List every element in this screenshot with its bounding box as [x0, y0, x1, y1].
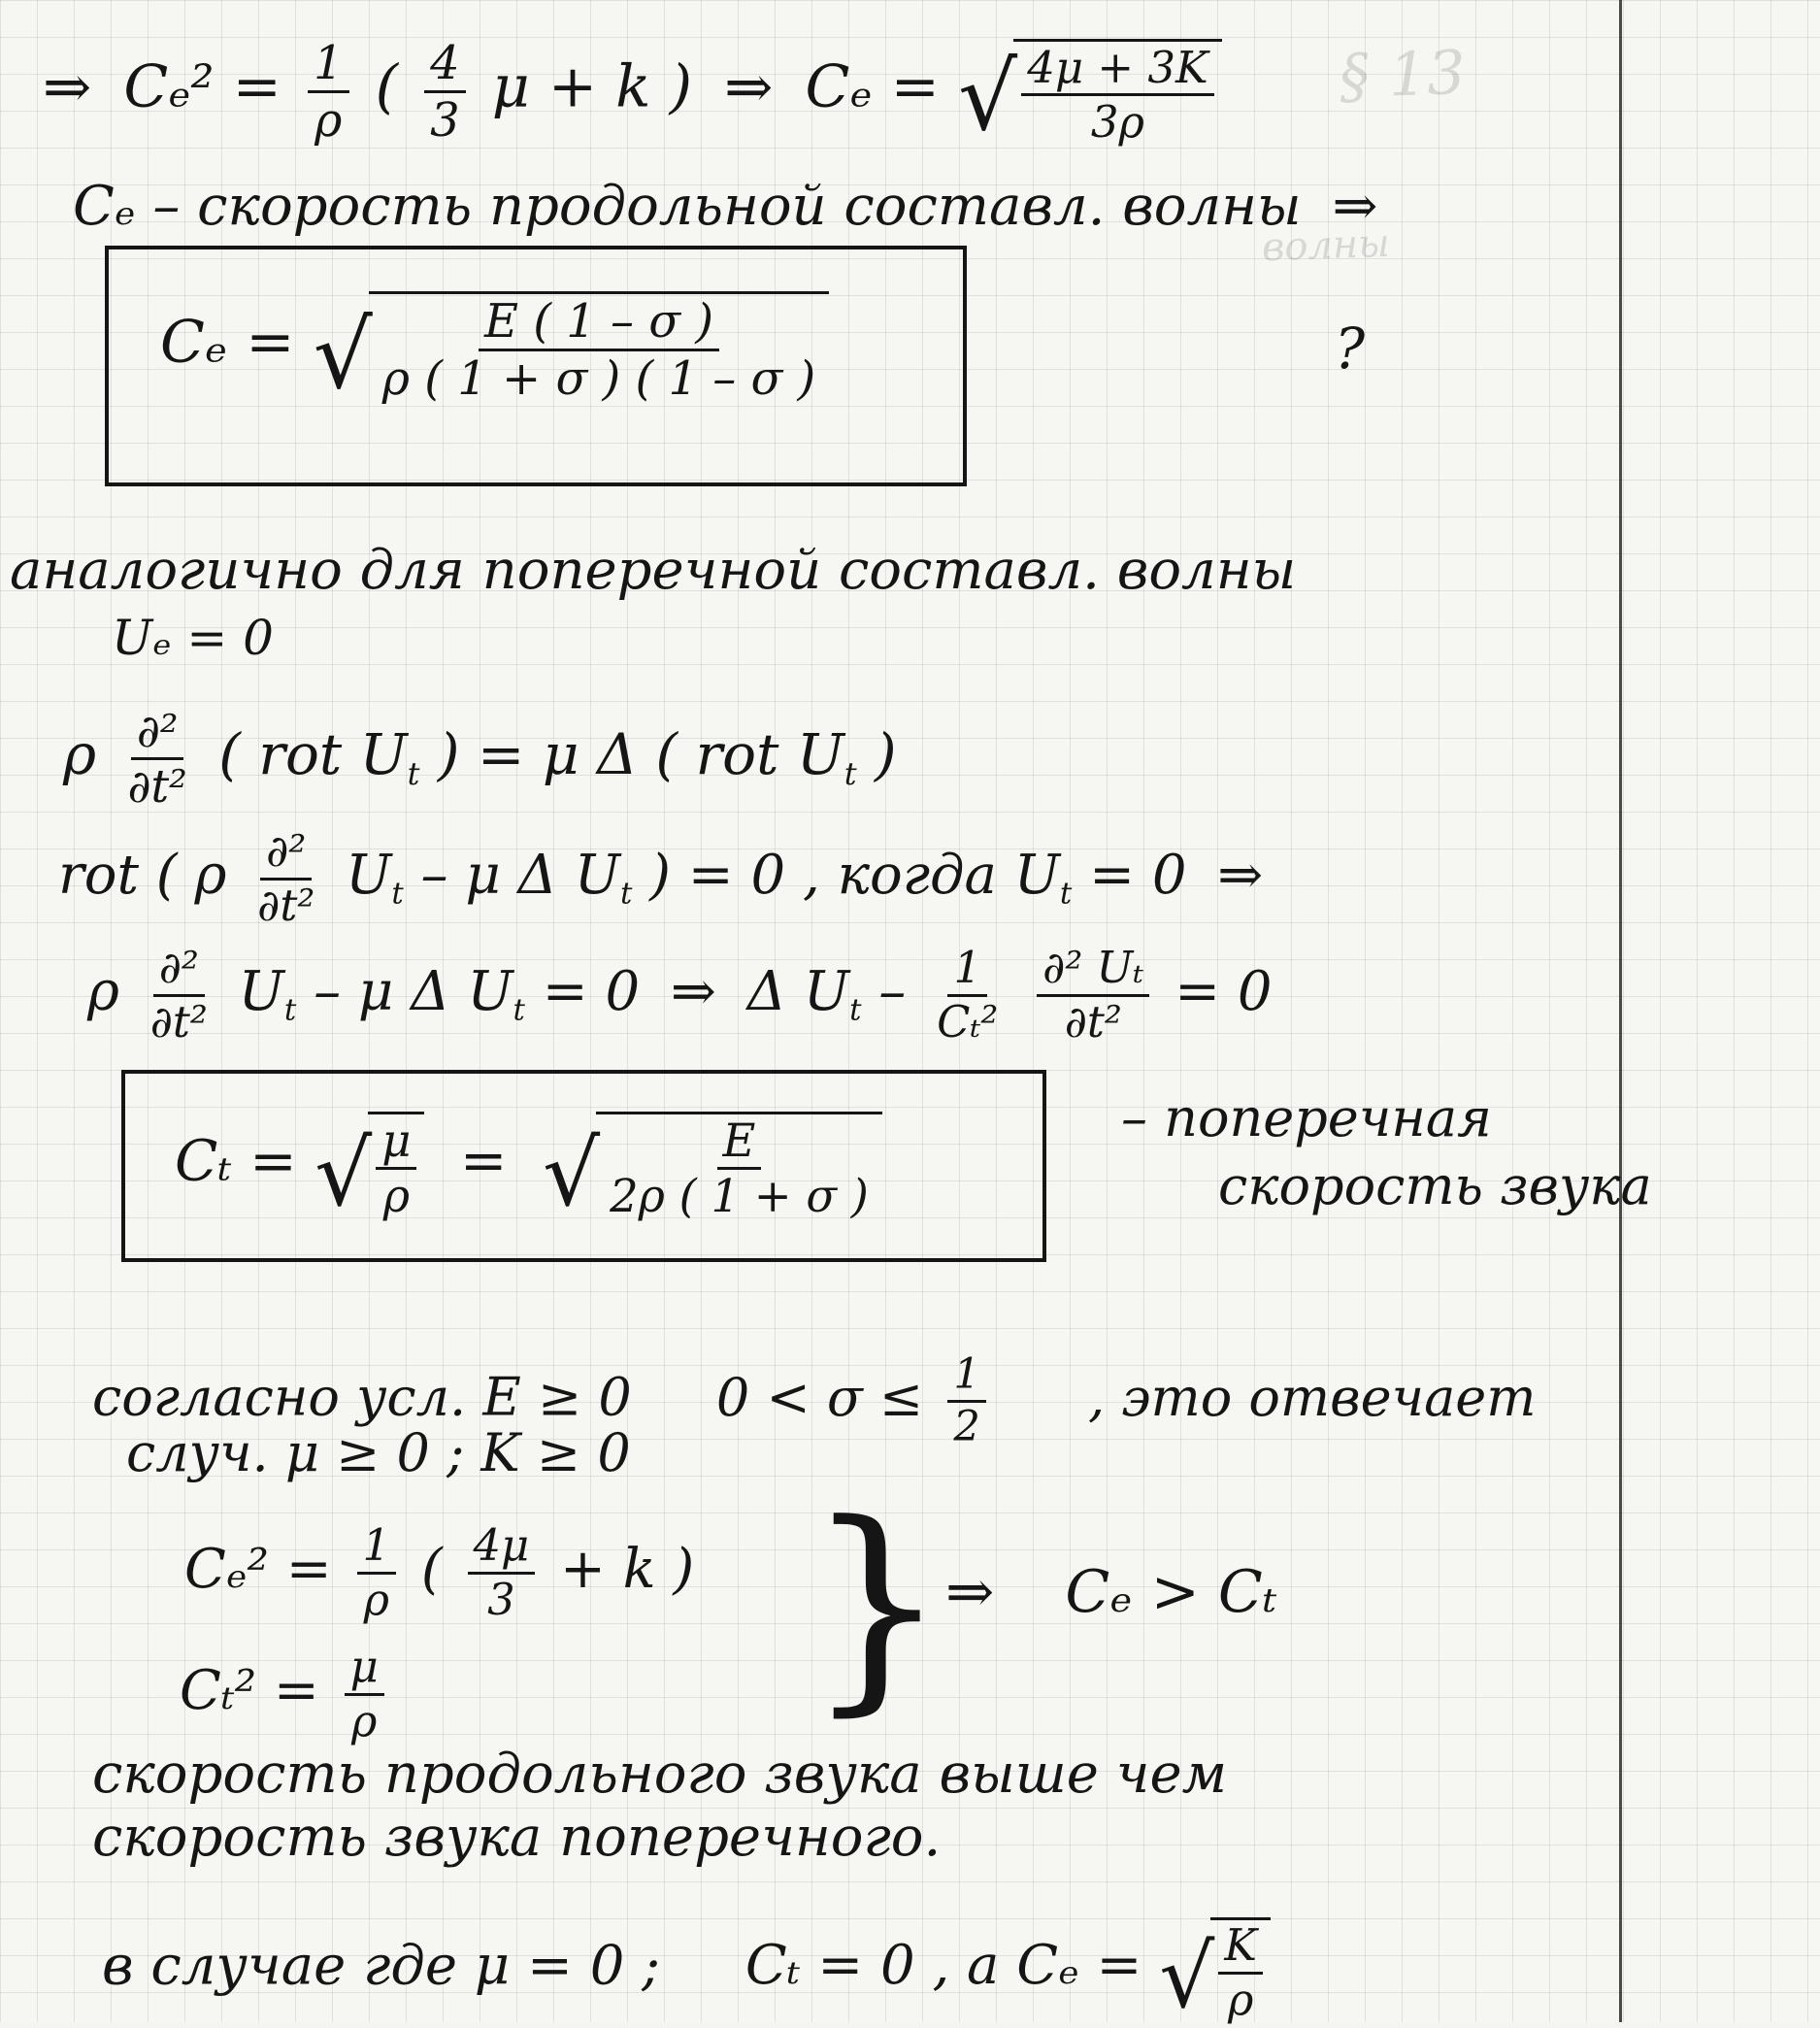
fraction-d2ut-dt2 — [1037, 942, 1149, 1047]
equation-rot-ut — [63, 705, 897, 814]
text-speed-comparison-1: скорость продольного звука выше чем — [92, 1743, 1228, 1806]
frac-den: 2ρ ( 1 + σ ) — [610, 1170, 869, 1223]
question-mark: ? — [1335, 316, 1366, 382]
frac-den: ρ — [314, 92, 343, 148]
text-a: согласно усл. E ≥ 0 — [92, 1366, 632, 1428]
sub: t — [283, 992, 297, 1028]
text-transverse-analog: аналогично для поперечной составл. волны — [10, 539, 1297, 602]
frac-num: 4μ + 3K — [1021, 46, 1213, 96]
equation-ce2-again — [184, 1519, 695, 1625]
text-d: Δ U — [746, 959, 850, 1023]
frac-num: 1 — [357, 1524, 397, 1575]
fraction-4-over-3 — [424, 35, 466, 148]
root-fraction — [377, 294, 822, 406]
text-a: U — [238, 959, 284, 1023]
frac-num: ∂² — [153, 947, 205, 997]
text-e: – — [878, 959, 907, 1023]
lhs-ce: Cₑ = — [805, 52, 940, 121]
equation-ct2 — [180, 1641, 392, 1746]
paren: ( — [375, 52, 399, 121]
root-fraction — [1218, 1919, 1262, 2025]
curly-brace: } — [806, 1477, 948, 1736]
note-transverse-1: – поперечная — [1121, 1087, 1492, 1148]
text-special-case — [102, 1917, 1271, 2028]
frac-den: ∂t² — [127, 760, 187, 814]
lhs: Cₜ² = — [180, 1658, 319, 1722]
sqrt-body — [596, 1112, 882, 1223]
sqrt-icon: √ — [313, 301, 373, 410]
frac-den: ρ — [382, 1170, 411, 1223]
lhs: Cₑ² = — [184, 1537, 332, 1601]
sqrt-expression-1 — [314, 1112, 424, 1227]
text-a: в случае где μ = 0 ; — [102, 1934, 661, 1998]
frac-den: ∂t² — [1064, 995, 1122, 1047]
sqrt-icon: √ — [314, 1121, 373, 1227]
fraction-1-over-rho — [308, 35, 349, 148]
implies-arrow: ⇒ — [670, 959, 716, 1023]
frac-num: μ — [345, 1646, 384, 1696]
root-fraction — [604, 1114, 875, 1223]
text-longitudinal-speed — [73, 175, 1391, 238]
equals: = — [232, 52, 281, 121]
fraction-1-over-ct2 — [931, 942, 1004, 1047]
second-derivative-fraction — [122, 705, 193, 814]
frac-den: ρ — [363, 1573, 389, 1625]
frac-den: 3 — [487, 1573, 515, 1625]
root-fraction — [376, 1114, 416, 1223]
text-d: ) = 0 — [649, 843, 786, 907]
frac-num: ∂² — [131, 709, 184, 760]
formula-ce — [160, 291, 829, 410]
sub: t — [513, 992, 525, 1028]
sub: t — [619, 876, 633, 912]
formula-ct — [175, 1112, 882, 1227]
frac-num: K — [1218, 1924, 1262, 1975]
implies-arrow: ⇒ — [1217, 843, 1264, 907]
lhs: Cₑ = — [160, 308, 295, 377]
frac-den: 3 — [430, 92, 460, 148]
end: ) — [874, 720, 897, 787]
frac-den: ρ — [1227, 1973, 1254, 2025]
conclusion — [932, 1558, 1277, 1626]
text-b: 0 < σ ≤ — [715, 1366, 924, 1428]
text-speed-comparison-2: скорость звука поперечного. — [92, 1806, 942, 1869]
frac-num: 1 — [947, 947, 987, 997]
lhs: Cₜ = — [175, 1127, 297, 1194]
equation-wave-ut — [87, 942, 1273, 1047]
root-fraction — [1021, 42, 1213, 148]
frac-num: 4μ — [468, 1524, 536, 1575]
frac-num: 4 — [424, 40, 466, 93]
text-c: – μ Δ U — [420, 843, 620, 907]
margin-line — [1619, 0, 1622, 2022]
frac-den: Cₜ² — [937, 995, 999, 1047]
text-c: , это отвечает — [1087, 1366, 1537, 1428]
note-transverse-2: скорость звука — [1218, 1155, 1652, 1216]
sub: t — [391, 876, 404, 912]
frac-den: ∂t² — [149, 995, 208, 1047]
text-c: = 0 — [542, 959, 641, 1023]
sqrt-body — [1013, 39, 1221, 148]
fraction-4mu-over-3 — [468, 1519, 536, 1625]
text-b: U — [346, 843, 392, 907]
sqrt-icon: √ — [958, 43, 1018, 151]
fraction-1-over-rho — [357, 1519, 397, 1625]
ghost-text-2: волны — [1261, 220, 1391, 271]
frac-num: ∂² Uₜ — [1037, 947, 1149, 997]
sqrt-icon: √ — [1159, 1927, 1215, 2028]
rho: ρ — [87, 959, 119, 1023]
sub: t — [1059, 876, 1073, 912]
sqrt-body — [369, 291, 830, 406]
text-b: – μ Δ U — [314, 959, 513, 1023]
sub: t — [849, 992, 862, 1028]
frac-den: 2 — [953, 1403, 980, 1452]
text: Cₑ – скорость продольной составл. волны — [73, 175, 1302, 238]
frac-num: E ( 1 – σ ) — [479, 298, 719, 351]
sqrt-expression-2 — [542, 1112, 882, 1227]
frac-num: 1 — [947, 1354, 985, 1403]
text-a: rot ( ρ — [58, 843, 227, 907]
text-case: случ. μ ≥ 0 ; K ≥ 0 — [126, 1422, 631, 1483]
implies-arrow-2: ⇒ — [724, 52, 774, 121]
frac-den: ρ ( 1 + σ ) ( 1 – σ ) — [381, 351, 816, 406]
equals: = — [459, 1127, 508, 1194]
implies-arrow: ⇒ — [945, 1558, 995, 1626]
equation-ce-squared — [29, 35, 1222, 151]
sub: t — [407, 755, 420, 793]
fraction-half — [947, 1350, 985, 1452]
sqrt-expression — [958, 39, 1222, 151]
rest: μ + k ) — [491, 52, 692, 121]
condition-ue-zero: Uₑ = 0 — [112, 610, 274, 666]
frac-den: 3ρ — [1090, 96, 1144, 148]
text-b: Cₜ = 0 , а Cₑ = — [745, 1934, 1142, 1998]
equation-rot-zero — [58, 825, 1276, 931]
sqrt-body — [368, 1112, 424, 1223]
second-derivative-fraction — [145, 942, 214, 1047]
rho: ρ — [63, 720, 97, 787]
frac-den: ρ — [351, 1694, 378, 1746]
sqrt-icon: √ — [542, 1121, 601, 1227]
lhs: Cₑ² — [123, 52, 215, 121]
frac-num: 1 — [308, 40, 349, 93]
text-e: , когда U — [802, 843, 1060, 907]
mid-end: ) = μ Δ ( rot U — [437, 720, 844, 787]
sqrt-expression — [1159, 1917, 1271, 2028]
sqrt-body — [1210, 1917, 1270, 2025]
frac-num: μ — [376, 1118, 416, 1170]
frac-den: ∂t² — [257, 879, 315, 931]
implies-arrow: ⇒ — [43, 52, 92, 121]
paren: ( — [420, 1537, 443, 1601]
rest: + k ) — [559, 1537, 695, 1601]
sqrt-expression — [313, 291, 830, 410]
result: Cₑ > Cₜ — [1065, 1558, 1277, 1626]
text-f: = 0 — [1175, 959, 1273, 1023]
sub: t — [844, 755, 857, 793]
implies-arrow: ⇒ — [1332, 175, 1378, 238]
text-f: = 0 — [1089, 843, 1187, 907]
second-derivative-fraction — [251, 825, 320, 931]
ghost-text-1: § 13 — [1338, 36, 1467, 113]
frac-num: E — [717, 1118, 762, 1170]
mid: ( rot U — [218, 720, 408, 787]
frac-num: ∂² — [260, 830, 312, 881]
fraction-mu-over-rho — [345, 1641, 384, 1746]
